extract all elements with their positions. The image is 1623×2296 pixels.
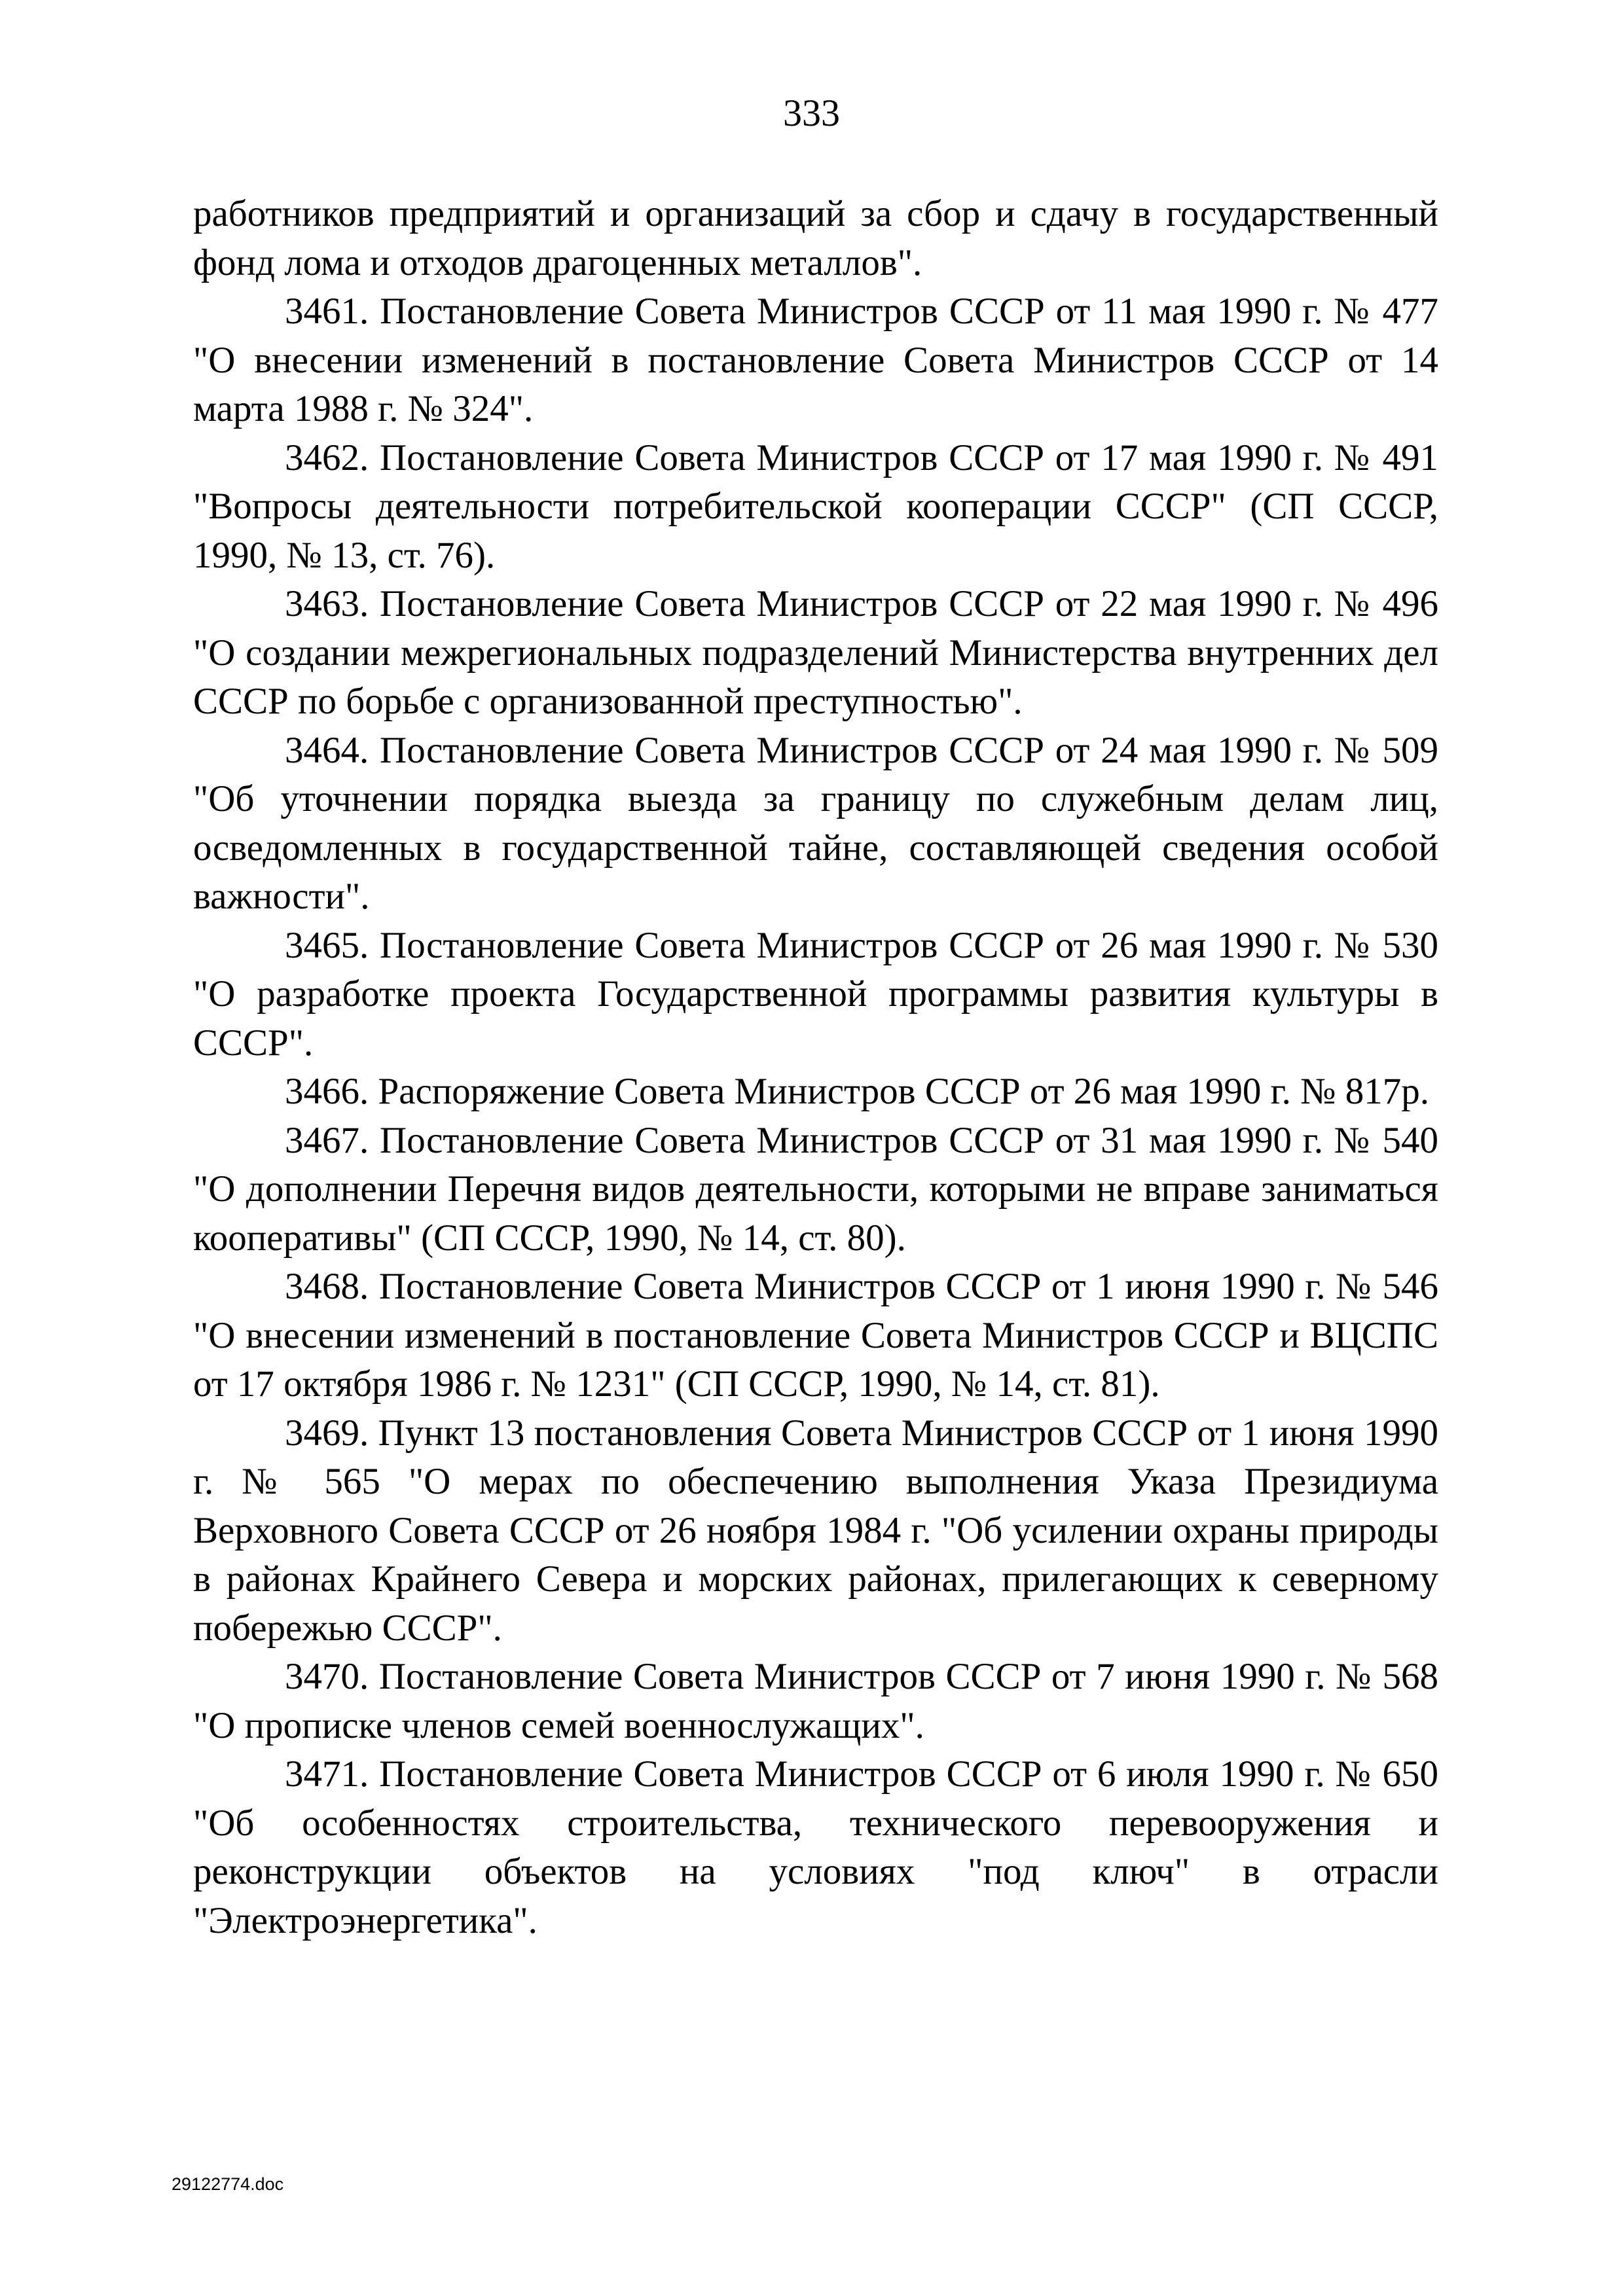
paragraph-3462: 3462. Постановление Совета Министров СССР от 17 мая 1990 г. № 491 "Вопросы деятельности потребительской кооперации СССР" (СП СССР, 1990, № 13, ст. 76). (193, 437, 1438, 576)
paragraph-3466: 3466. Распоряжение Совета Министров СССР от 26 мая 1990 г. № 817р. (285, 1071, 1430, 1112)
paragraph-continuation: работников предприятий и организаций за сбор и сдачу в государственный фонд лома и отходов драгоценных металлов". (193, 193, 1438, 283)
footer-filename: 29122774.doc (172, 2174, 284, 2194)
paragraph-3464: 3464. Постановление Совета Министров СССР от 24 мая 1990 г. № 509 "Об уточнении порядка выезда за границу по служебным делам лиц, осведомленных в государственной тайне, составляющей сведения особой важности". (193, 729, 1438, 917)
document-body (193, 190, 1438, 1945)
paragraph-3471: 3471. Постановление Совета Министров СССР от 6 июля 1990 г. № 650 "Об особенностях строительства, технического перевооружения и реконструкции объектов на условиях "под ключ" в отрасли "Электроэнергетика". (193, 1753, 1438, 1941)
paragraph-3470: 3470. Постановление Совета Министров СССР от 7 июня 1990 г. № 568 "О прописке членов семей военнослужащих". (193, 1656, 1438, 1746)
paragraph-3467: 3467. Постановление Совета Министров СССР от 31 мая 1990 г. № 540 "О дополнении Перечня видов деятельности, которыми не вправе заниматься кооперативы" (СП СССР, 1990, № 14, ст. 80). (193, 1119, 1438, 1259)
paragraph-3465: 3465. Постановление Совета Министров СССР от 26 мая 1990 г. № 530 "О разработке проекта Государственной программы развития культуры в СССР". (193, 924, 1438, 1064)
paragraph-3468: 3468. Постановление Совета Министров СССР от 1 июня 1990 г. № 546 "О внесении изменений в постановление Совета Министров СССР и ВЦСПС от 17 октября 1986 г. № 1231" (СП СССР, 1990, № 14, ст. 81). (193, 1266, 1438, 1405)
paragraph-3461: 3461. Постановление Совета Министров СССР от 11 мая 1990 г. № 477 "О внесении изменений в постановление Совета Министров СССР от 14 марта 1988 г. № 324". (193, 291, 1438, 429)
paragraph-3463: 3463. Постановление Совета Министров СССР от 22 мая 1990 г. № 496 "О создании межрегиональных подразделений Министерства внутренних дел СССР по борьбе с организованной преступностью". (193, 583, 1438, 722)
page-number: 333 (783, 92, 840, 134)
paragraph-3469: 3469. Пункт 13 постановления Совета Министров СССР от 1 июня 1990 г. № 565 "О мерах по обеспечению выполнения Указа Президиума Верховного Совета СССР от 26 ноября 1984 г. "Об усилении охраны природы в районах Крайнего Севера и морских районах, прилегающих к северному побережью СССР". (193, 1412, 1438, 1649)
